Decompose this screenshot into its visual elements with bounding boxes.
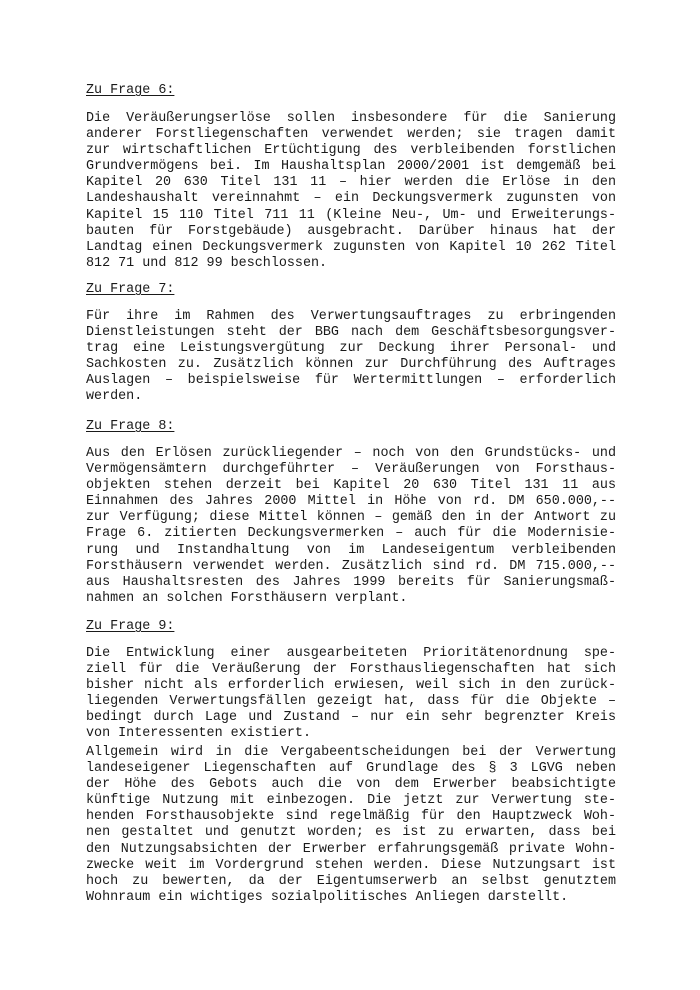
text-line: landeseigener Liegenschaften auf Grundlage des § 3 LGVG neben <box>86 761 616 777</box>
text-line: trag eine Leistungsvergütung zur Deckung ihrer Personal- und <box>86 341 616 357</box>
text-line: künftige Nutzung mit einbezogen. Die jetzt zur Verwertung ste- <box>86 793 616 809</box>
text-line: henden Forsthausobjekte sind regelmäßig für den Hauptzweck Woh- <box>86 809 616 825</box>
text-line: Die Entwicklung einer ausgearbeiteten Prioritätenordnung spe- <box>86 646 616 661</box>
text-line: liegenden Verwertungsfällen gezeigt hat, dass für die Objekte – <box>86 694 616 710</box>
section-heading-frage-7: Zu Frage 7: <box>86 282 175 297</box>
text-line: hoch zu bewerten, da der Eigentumserwerb an selbst genutztem <box>86 873 616 889</box>
text-line: Kapitel 20 630 Titel 131 11 – hier werden die Erlöse in den <box>86 175 616 191</box>
section-frage-9-paragraph-1 <box>86 646 616 743</box>
section-heading-frage-6: Zu Frage 6: <box>86 83 175 98</box>
section-frage-6-paragraph-1 <box>86 111 616 272</box>
text-line: Forsthäusern verwendet werden. Zusätzlich sind rd. DM 715.000,-- <box>86 558 616 574</box>
text-line: bauten für Forstgebäude) ausgebracht. Darüber hinaus hat der <box>86 223 616 239</box>
text-line: Aus den Erlösen zurückliegender – noch von den Grundstücks- und <box>86 446 616 461</box>
text-line: Landeshaushalt vereinnahmt – ein Deckungsvermerk zugunsten von <box>86 191 616 207</box>
text-line: nen gestaltet und genutzt worden; es ist zu erwarten, dass bei <box>86 825 616 841</box>
section-frage-7-paragraph-1 <box>86 309 616 406</box>
text-line: Frage 6. zitierten Deckungsvermerken – auch für die Modernisie- <box>86 526 616 542</box>
text-line: von Interessenten existiert. <box>86 726 311 742</box>
text-line: zur Verfügung; diese Mittel können – gemäß den in der Antwort zu <box>86 510 616 526</box>
text-line: der Höhe des Gebots auch die von dem Erwerber beabsichtigte <box>86 777 616 793</box>
text-line: zwecke weit im Vordergrund stehen werden. Diese Nutzungsart ist <box>86 857 616 873</box>
text-line: Sachkosten zu. Zusätzlich können zur Durchführung des Auftrages <box>86 357 616 373</box>
text-line: Dienstleistungen steht der BBG nach dem Geschäftsbesorgungsver- <box>86 325 616 341</box>
text-line: anderer Forstliegenschaften verwendet werden; sie tragen damit <box>86 127 616 143</box>
text-line: werden. <box>86 389 143 405</box>
text-line: aus Haushaltsresten des Jahres 1999 bereits für Sanierungsmaß- <box>86 574 616 590</box>
section-frage-8-paragraph-1 <box>86 446 616 607</box>
section-heading-frage-8: Zu Frage 8: <box>86 419 175 434</box>
text-line: Vermögensämtern durchgeführter – Veräußerungen von Forsthaus- <box>86 462 616 478</box>
text-line: Wohnraum ein wichtiges sozialpolitisches Anliegen darstellt. <box>86 889 569 905</box>
text-line: Kapitel 15 110 Titel 711 11 (Kleine Neu-, Um- und Erweiterungs- <box>86 207 616 223</box>
text-line: Einnahmen des Jahres 2000 Mittel in Höhe von rd. DM 650.000,-- <box>86 494 616 510</box>
text-line: ziell für die Veräußerung der Forsthausliegenschaften hat sich <box>86 662 616 678</box>
text-line: objekten stehen derzeit bei Kapitel 20 630 Titel 131 11 aus <box>86 478 616 494</box>
text-line: 812 71 und 812 99 beschlossen. <box>86 255 328 271</box>
text-line: bisher nicht als erforderlich erwiesen, weil sich in den zurück- <box>86 678 616 694</box>
text-line: Grundvermögens bei. Im Haushaltsplan 2000/2001 ist demgemäß bei <box>86 159 616 175</box>
text-line: Auslagen – beispielsweise für Wertermittlungen – erforderlich <box>86 373 616 389</box>
text-line: den Nutzungsabsichten der Erwerber erfahrungsgemäß private Wohn- <box>86 841 616 857</box>
text-line: rung und Instandhaltung von im Landeseigentum verbleibenden <box>86 542 616 558</box>
text-line: bedingt durch Lage und Zustand – nur ein sehr begrenzter Kreis <box>86 710 616 726</box>
text-line: Landtag einen Deckungsvermerk zugunsten von Kapitel 10 262 Titel <box>86 239 616 255</box>
section-frage-9-paragraph-2 <box>86 745 616 906</box>
text-line: Allgemein wird in die Vergabeentscheidungen bei der Verwertung <box>86 745 616 760</box>
text-line: Für ihre im Rahmen des Verwertungsauftrages zu erbringenden <box>86 309 616 324</box>
text-line: zur wirtschaftlichen Ertüchtigung des verbleibenden forstlichen <box>86 143 616 159</box>
section-heading-frage-9: Zu Frage 9: <box>86 619 175 634</box>
text-line: Die Veräußerungserlöse sollen insbesondere für die Sanierung <box>86 111 616 126</box>
text-line: nahmen an solchen Forsthäusern verplant. <box>86 590 408 606</box>
